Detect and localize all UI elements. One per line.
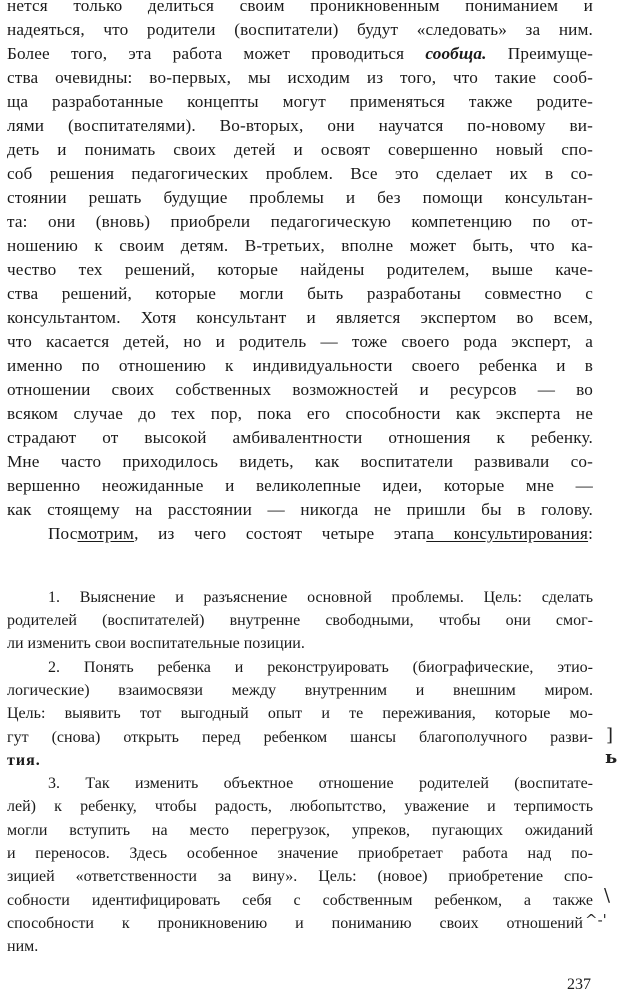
text-line: собности идентифицировать себя с собственным ребенком, а также	[7, 892, 593, 909]
text-line: зицией «ответственности за вину». Цель: (новое) приобретение спо-	[7, 868, 593, 885]
text-line: Цель: выявить тот выгодный опыт и те переживания, которые мо-	[7, 705, 593, 722]
text-line: вершенно неожиданные и великолепные идеи, которые мне —	[7, 476, 593, 495]
text-line: 2. Понять ребенка и реконструировать (биографические, этио-	[48, 659, 593, 676]
text-line: именно по отношению к индивидуальности своего ребенка и в	[7, 356, 593, 375]
text-line: ща разработанные концепты могут применяться также родите-	[7, 92, 593, 111]
text-line: та: они (вновь) приобрели педагогическую компетенцию по от-	[7, 212, 593, 231]
text-line: лями (воспитателями). Во-вторых, они научатся по-новому ви-	[7, 116, 593, 135]
text-line: всяком случае до тех пор, пока его способности как эксперта не	[7, 404, 593, 423]
text-line: Мне часто приходилось видеть, как воспитатели развивали со-	[7, 452, 593, 471]
text-line: 1. Выяснение и разъяснение основной проблемы. Цель: сделать	[48, 589, 593, 606]
text-line: как стоящему на расстоянии — никогда не пришли бы в голову.	[7, 500, 593, 519]
text-line: тия.	[7, 752, 41, 769]
text-line: отношении своих собственных возможностей и ресурсов — во	[7, 380, 593, 399]
text-line: ства очевидны: во-первых, мы исходим из того, что такие сооб-	[7, 68, 593, 87]
text-line: нется только делиться своим проникновенным пониманием и	[7, 0, 593, 15]
page-number: 237	[567, 976, 591, 993]
text-line: ли изменить свои воспитательные позиции.	[7, 635, 305, 652]
text-line: гут (снова) открыть перед ребенком шансы благополучного разви-	[7, 729, 593, 746]
text-line: логические) взаимосвязи между внутренним и внешним миром.	[7, 682, 593, 699]
emphasis-text: сообща.	[425, 44, 487, 63]
text-line: что касается детей, но и родитель — тоже своего рода эксперт, а	[7, 332, 593, 351]
text-line: соб решения педагогических проблем. Все это сделает их в со-	[7, 164, 593, 183]
text-span: , из чего состоят четыре этап	[134, 524, 427, 543]
underlined-text: а консультирования	[426, 524, 589, 543]
text-line	[7, 42, 593, 66]
text-span: Пос	[48, 524, 78, 543]
text-line: 3. Так изменить объектное отношение родителей (воспитате-	[48, 775, 593, 792]
text-span: Более того, эта работа может проводиться	[7, 44, 426, 63]
text-line: ним.	[7, 938, 39, 955]
text-line: могли вступить на место перегрузок, упреков, пугающих ожиданий	[7, 822, 593, 839]
text-line: консультантом. Хотя консультант и является экспертом во всем,	[7, 308, 593, 327]
text-line: лей) к ребенку, чтобы радость, любопытство, уважение и терпимость	[7, 798, 593, 815]
margin-bracket-mark: ]	[606, 725, 614, 746]
text-line: ства решений, которые могли быть разработаны совместно с	[7, 284, 593, 303]
text-line: способности к проникновению и пониманию своих отношений	[7, 915, 583, 932]
text-line: надеяться, что родители (воспитатели) будут «следовать» за ним.	[7, 20, 593, 39]
text-line: страдают от высокой амбивалентности отношения к ребенку.	[7, 428, 593, 447]
text-line: и переносов. Здесь особенное значение приобретает работа над по-	[7, 845, 593, 862]
text-line: деть и понимать своих детей и освоят совершенно новый спо-	[7, 140, 593, 159]
text-span: Преимуще-	[486, 44, 593, 63]
underlined-text: мотрим	[77, 524, 135, 543]
text-span: :	[588, 524, 593, 543]
text-line: чество тех решений, которые найдены родителем, выше каче-	[7, 260, 593, 279]
intro-line	[48, 522, 593, 546]
text-line: стоянии решать будущие проблемы и без помощи консультан-	[7, 188, 593, 207]
text-line: родителей (воспитателей) внутренне свободными, чтобы они смог-	[7, 612, 593, 629]
margin-backslash-mark: \	[604, 885, 611, 906]
text-line: ношению к своим детям. В-третьих, вполне может быть, что ка-	[7, 236, 593, 255]
margin-soft-sign-mark: ь	[605, 747, 618, 768]
margin-scribble-mark: ^-'	[585, 911, 607, 929]
